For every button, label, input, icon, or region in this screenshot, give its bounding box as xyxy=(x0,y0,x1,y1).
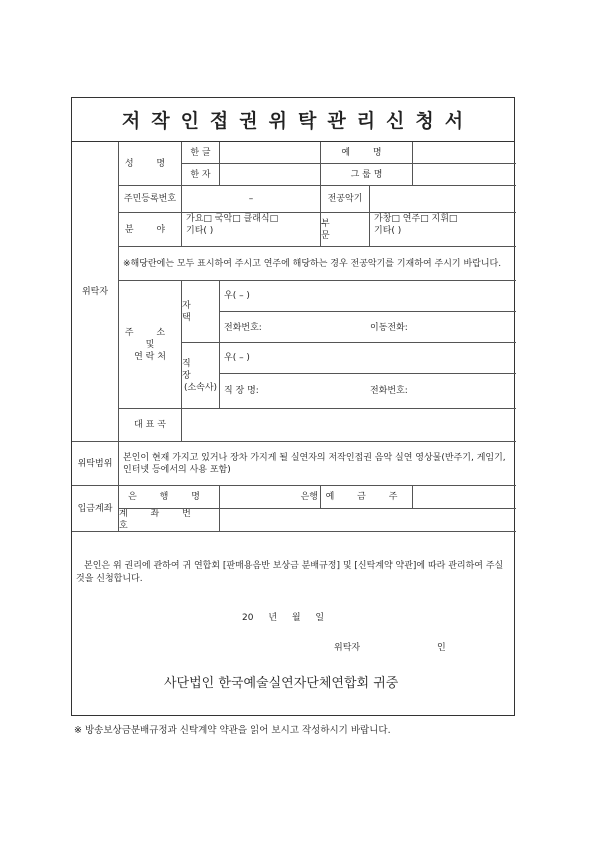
hangul-label: 한 글 xyxy=(182,142,220,164)
address-label-3: 연 락 처 xyxy=(134,351,166,362)
home-phone-label: 전화번호: xyxy=(224,323,262,333)
representative-field[interactable] xyxy=(182,409,516,442)
work-label xyxy=(182,343,220,409)
account-label: 입금계좌 xyxy=(72,486,119,532)
main-instrument-label: 전공악기 xyxy=(321,186,370,213)
field-options[interactable] xyxy=(182,213,321,247)
bank-field[interactable]: 은행 xyxy=(220,486,321,509)
declaration-text: 본인은 위 권리에 관하여 귀 연합회 [판매용음반 보상금 분배규정] 및 [신탁계약 약관]에 따라 관리하여 주실 것을 신청합니다. xyxy=(76,561,504,584)
hanja-label: 한 자 xyxy=(182,164,220,186)
bank-label: 은 행 명 xyxy=(119,486,220,509)
work-phone-label: 전화번호: xyxy=(370,386,408,396)
field-label: 분 야 xyxy=(119,213,182,247)
holder-field[interactable] xyxy=(413,486,516,509)
form-title: 저작인접권위탁관리신청서 xyxy=(72,98,514,142)
representative-label: 대 표 곡 xyxy=(119,409,182,442)
holder-label: 예 금 주 xyxy=(321,486,413,509)
resident-no-label: 주민등록번호 xyxy=(119,186,182,213)
division-options[interactable] xyxy=(370,213,516,247)
address-label xyxy=(119,281,182,409)
signer-label: 위탁자 xyxy=(334,643,361,653)
resident-no-field[interactable]: – xyxy=(182,186,321,213)
declaration-date: 20 년 월 일 xyxy=(242,613,325,623)
home-label: 자 택 xyxy=(182,281,220,343)
truster-label: 위탁자 xyxy=(72,142,119,442)
division-options-line2[interactable]: 기타( ) xyxy=(374,226,402,236)
address-label-2: 및 xyxy=(145,339,155,350)
scope-text: 본인이 현재 가지고 있거나 장차 가지게 될 실연자의 저작인접권 음악 실연 영상물(반주기, 게임기, 인터넷 등에서의 사용 포함) xyxy=(119,442,516,486)
field-options-line2[interactable]: 기타( ) xyxy=(186,226,214,236)
hanja-name-field[interactable] xyxy=(220,164,321,186)
division-label: 부 문 xyxy=(321,213,370,247)
stage-name-label: 예 명 xyxy=(321,142,413,164)
work-company-row[interactable] xyxy=(220,374,516,409)
recipient: 사단법인 한국예술실연자단체연합회 귀중 xyxy=(164,676,399,691)
work-postal-field[interactable]: 우( – ) xyxy=(220,343,516,374)
division-options-line1[interactable]: 가창□ 연주□ 지휘□ xyxy=(374,214,458,224)
application-form xyxy=(71,97,515,716)
group-name-field[interactable] xyxy=(413,164,516,186)
account-no-label: 계 좌 번 호 xyxy=(119,509,220,532)
mobile-label: 이동전화: xyxy=(370,323,408,333)
company-name-label: 직 장 명: xyxy=(224,386,259,396)
home-postal-field[interactable]: 우( – ) xyxy=(220,281,516,312)
home-phone-row[interactable] xyxy=(220,312,516,343)
name-label: 성 명 xyxy=(119,142,182,186)
field-note: ※해당란에는 모두 표시하여 주시고 연주에 해당하는 경우 전공악기를 기재하여 주시기 바랍니다. xyxy=(119,247,516,281)
footer-note: ※ 방송보상금분배규정과 신탁계약 약관을 읽어 보시고 작성하시기 바랍니다. xyxy=(74,725,391,736)
field-options-line1[interactable]: 가요□ 국악□ 클래식□ xyxy=(186,214,279,224)
hangul-name-field[interactable] xyxy=(220,142,321,164)
account-no-field[interactable] xyxy=(220,509,516,532)
work-label-main: 직 장 xyxy=(182,358,201,381)
stage-name-field[interactable] xyxy=(413,142,516,164)
group-name-label: 그 룹 명 xyxy=(321,164,413,186)
address-label-1: 주 소 xyxy=(124,327,176,338)
main-instrument-field[interactable] xyxy=(370,186,516,213)
seal-mark: 인 xyxy=(437,643,446,653)
scope-label: 위탁범위 xyxy=(72,442,119,486)
work-label-sub: (소속사) xyxy=(183,382,218,393)
